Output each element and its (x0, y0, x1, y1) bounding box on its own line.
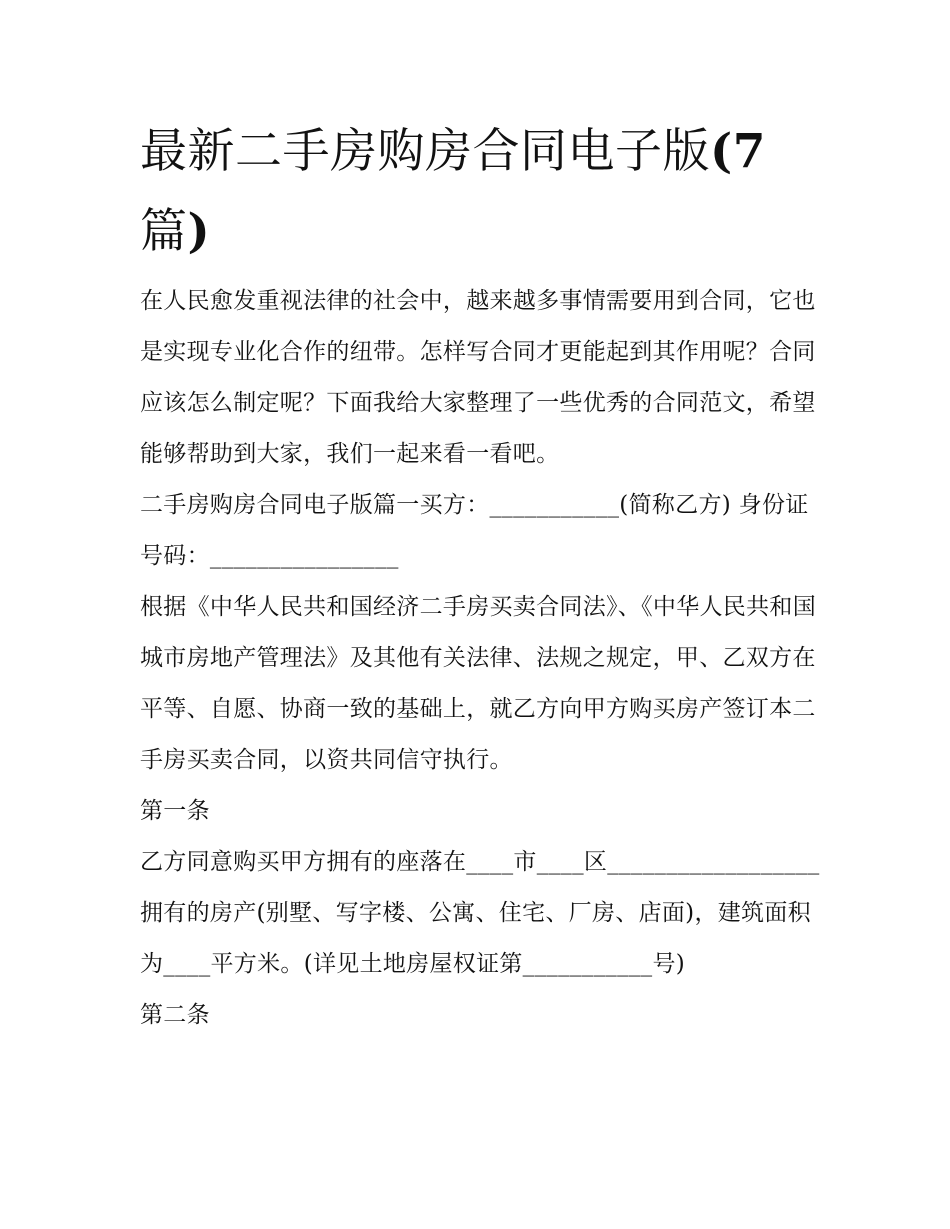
intro-paragraph: 在人民愈发重视法律的社会中，越来越多事情需要用到合同，它也是实现专业化合作的纽带。怎样写合同才更能起到其作用呢？合同应该怎么制定呢？下面我给大家整理了一些优秀的合同范文，希望能够帮助到大家，我们一起来看一看吧。 (140, 288, 816, 467)
title-text: 最新二手房购房合同电子版 (140, 124, 710, 179)
buyer-info-paragraph: 二手房购房合同电子版篇一买方：___________(简称乙方) 身份证号码：________________ (140, 492, 809, 569)
document-title (140, 112, 820, 272)
article-1-body: 乙方同意购买甲方拥有的座落在____市____区__________________拥有的房产(别墅、写字楼、公寓、住宅、厂房、店面)，建筑面积为____平方米。(详见土地房屋权证第___________号) (140, 849, 820, 977)
title-line2-suffix: ) (187, 204, 211, 259)
title-suffix: (7 (710, 124, 766, 179)
legal-basis-paragraph: 根据《中华人民共和国经济二手房买卖合同法》、《中华人民共和国城市房地产管理法》及其他有关法律、法规之规定，甲、乙双方在平等、自愿、协商一致的基础上，就乙方向甲方购买房产签订本二手房买卖合同，以资共同信守执行。 (140, 594, 816, 773)
article-1-heading: 第一条 (140, 798, 210, 824)
article-2-heading: 第二条 (140, 1002, 210, 1028)
title-line2-text: 篇 (140, 204, 188, 259)
document-page (140, 112, 820, 1041)
